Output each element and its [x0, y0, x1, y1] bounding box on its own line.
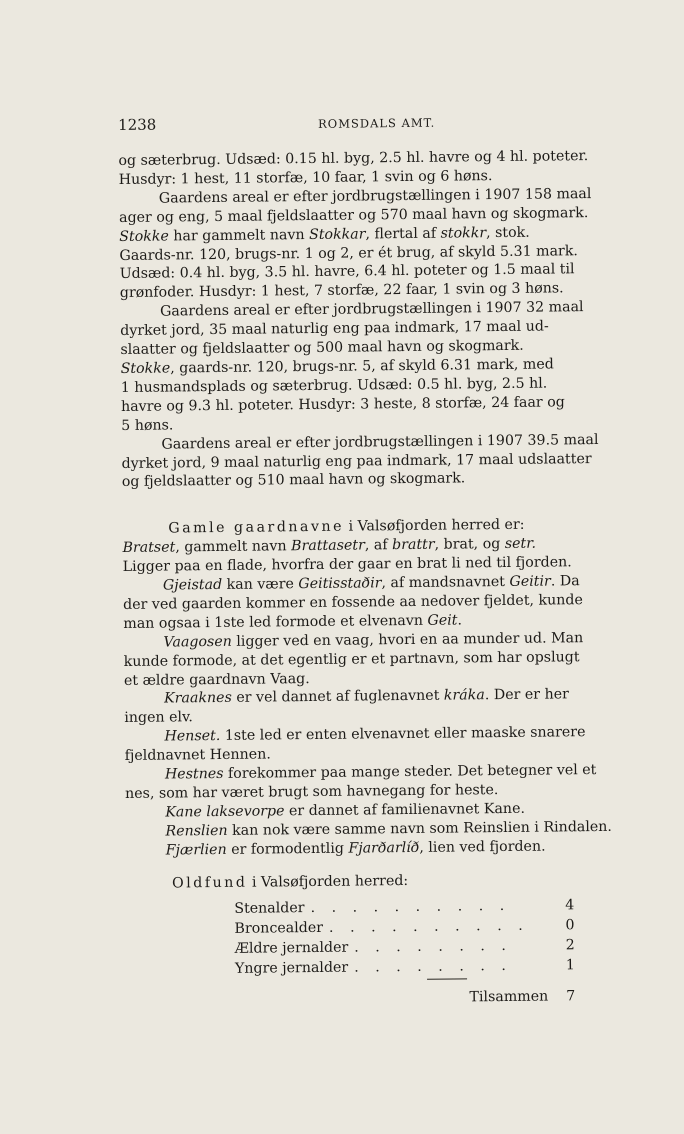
italic-term: setr.: [504, 535, 537, 553]
finds-period: Ældre jernalder: [234, 939, 349, 957]
italic-term: Hestnes: [164, 766, 224, 783]
oldfund-rest-text: i Valsøfjorden herred:: [247, 872, 409, 891]
running-head: ROMSDALS AMT.: [318, 115, 436, 131]
line-text: Gaardens areal er efter jordbrugstællingen i 1907 39.5 maal: [161, 431, 599, 453]
italic-term: Kane laksevorpe: [165, 803, 285, 821]
line-text: , af mandsnavnet: [381, 573, 510, 592]
total-label: Tilsammen: [469, 988, 549, 1005]
italic-term: Renslien: [165, 822, 228, 840]
italic-term: brattr: [392, 536, 435, 554]
line-text: havre og 9.3 hl. poteter. Husdyr: 3 heste, 8 storfæ, 24 faar og: [120, 394, 565, 415]
sum-rule: [427, 978, 467, 979]
line-text: 1 husmandsplads og sæterbrug. Udsæd: 0.5 hl. byg, 2.5 hl.: [120, 375, 548, 396]
italic-term: stokkr: [440, 224, 487, 242]
italic-term: Brattasetr: [291, 537, 365, 555]
page-number: 1238: [118, 115, 157, 134]
line-text: 5 høns.: [121, 417, 174, 434]
italic-term: Stokke: [120, 360, 171, 377]
line-text: og sæterbrug. Udsæd: 0.15 hl. byg, 2.5 hl. havre og 4 hl. poteter.: [118, 148, 589, 169]
line-text: , af: [364, 537, 393, 554]
line-text: man ogsaa i 1ste led formode et elvenavn: [123, 612, 428, 632]
line-text: kan være: [222, 576, 299, 593]
italic-term: kráka: [443, 687, 485, 705]
finds-count: 4: [565, 896, 575, 913]
line-text: nes, som har været brugt som havnegang for heste.: [125, 782, 499, 802]
line-text: , flertal af: [365, 225, 441, 243]
line-text: forekommer paa mange steder. Det betegner vel et: [223, 762, 597, 783]
line-text: , lien ved fjorden.: [419, 838, 546, 856]
line-text: kan nok være samme navn som Reinslien i Rindalen.: [227, 818, 612, 839]
leader-dots: . . . . . . . .: [354, 937, 512, 956]
farm-description-text: [118, 146, 658, 492]
leader-dots: . . . . . . . .: [354, 957, 512, 976]
line-text: Udsæd: 0.4 hl. byg, 3.5 hl. havre, 6.4 hl. poteter og 1.5 maal til: [119, 261, 575, 283]
italic-term: Stokkar: [308, 226, 366, 243]
line-text: Gaards-nr. 120, brugs-nr. 1 og 2, er ét brug, af skyld 5.31 mark.: [119, 242, 578, 264]
italic-term: Henset.: [164, 728, 221, 745]
finds-period: Broncealder: [234, 919, 324, 937]
page-header: [118, 110, 654, 142]
line-text: og fjeldslaatter og 510 maal havn og skogmark.: [121, 470, 466, 491]
line-text: der ved gaarden kommer en fossende aa nedover fjeldet, kunde: [123, 592, 583, 613]
finds-period: Yngre jernalder: [234, 959, 349, 977]
line-text: Ligger paa en flade, hvorfra der gaar en brat li ned til fjorden.: [122, 554, 572, 576]
italic-term: Kraaknes: [164, 690, 232, 708]
italic-term: Geitir: [509, 573, 551, 590]
heading-rest-text: i Valsøfjorden herred er:: [343, 517, 525, 535]
finds-table: [234, 895, 575, 979]
line-text: er vel dannet af fuglenavnet: [231, 688, 444, 707]
line-text: , brat, og: [434, 536, 505, 553]
finds-period: Stenalder: [234, 899, 305, 917]
line-text: dyrket jord, 35 maal naturlig eng paa indmark, 17 maal ud-: [120, 318, 549, 340]
line-text: et ældre gaardnavn Vaag.: [123, 670, 310, 689]
line-text: .: [457, 612, 463, 629]
line-text: har gammelt navn: [168, 226, 310, 245]
oldfund-heading: [126, 869, 662, 894]
line-text: ager og eng, 5 maal fjeldslaatter og 570 maal havn og skogmark.: [118, 204, 589, 226]
line-text: , gaards-nr. 120, brugs-nr. 5, af skyld 6.31 mark, med: [170, 356, 554, 377]
finds-count: 2: [565, 936, 575, 953]
line-text: 1ste led er enten elvenavnet eller maaske snarere: [220, 724, 586, 745]
line-text: er dannet af familienavnet Kane.: [284, 800, 526, 820]
line-text: Gaardens areal er efter jordbrugstællingen i 1907 158 maal: [158, 185, 592, 207]
line-text: ligger ved en vaag, hvori en aa munder ud. Man: [231, 629, 584, 650]
italic-term: Vaagosen: [163, 633, 232, 651]
leader-dots: . . . . . . . . . .: [328, 917, 529, 936]
line-text: , stok.: [485, 224, 530, 241]
italic-term: Geitisstaðir: [298, 575, 382, 593]
italic-term: Geit: [427, 612, 458, 629]
line-text: er formodentlig: [226, 840, 349, 858]
finds-count: 0: [565, 916, 575, 933]
oldfund-spaced-text: Oldfund: [171, 874, 248, 892]
old-farm-names-text: [122, 534, 661, 861]
italic-term: Fjærlien: [165, 841, 227, 859]
line-text: grønfoder. Husdyr: 1 hest, 7 storfæ, 22 faar, 1 svin og 3 høns.: [119, 280, 564, 302]
total-value: 7: [566, 987, 576, 1004]
line-text: , gammelt navn: [175, 538, 292, 556]
line-text: . Der er her: [484, 686, 569, 704]
line-text: ingen elv.: [124, 709, 193, 727]
heading-spaced-text: Gamle gaardnavne: [168, 518, 345, 537]
italic-term: Stokke: [119, 228, 169, 245]
italic-term: Gjeistad: [162, 576, 223, 594]
line-text: Gaardens areal er efter jordbrugstællingen i 1907 32 maal: [159, 299, 584, 320]
finds-row: [235, 955, 575, 979]
italic-term: Fjarðarlíð: [348, 839, 420, 857]
line-text: Husdyr: 1 hest, 11 storfæ, 10 faar, 1 svin og 6 høns.: [118, 167, 493, 188]
leader-dots: . . . . . . . . . .: [310, 897, 511, 916]
line-text: fjeldnavnet Hennen.: [124, 746, 271, 765]
italic-term: Bratset: [122, 539, 176, 557]
line-text: kunde formode, at det egentlig er et partnavn, som har opslugt: [123, 648, 580, 670]
line-text: slaatter og fjeldslaatter og 500 maal havn og skogmark.: [120, 337, 524, 359]
finds-count: 1: [565, 956, 575, 973]
line-text: . Da: [550, 573, 580, 590]
page-content: [118, 110, 663, 1008]
line-text: dyrket jord, 9 maal naturlig eng paa indmark, 17 maal udslaatter: [121, 450, 592, 472]
total-row: [127, 988, 575, 1009]
